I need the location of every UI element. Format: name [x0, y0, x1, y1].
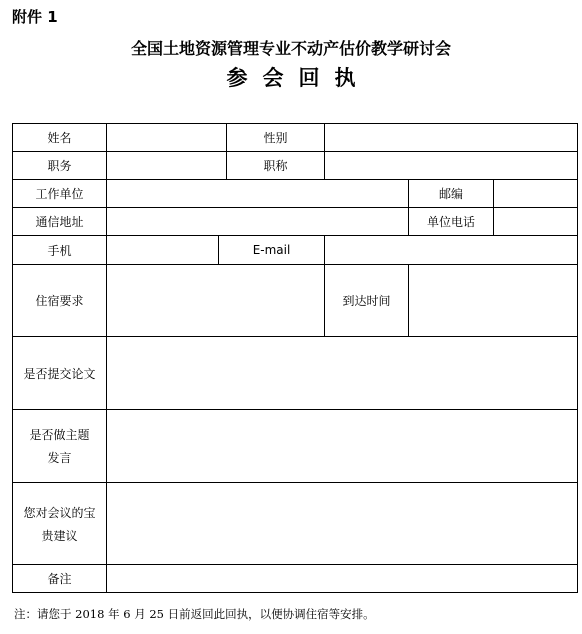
position-field[interactable] [107, 152, 227, 180]
row-accommodation [13, 265, 578, 337]
suggestion-label [13, 483, 107, 565]
workplace-label: 工作单位 [13, 180, 107, 208]
job-title-label: 职称 [227, 152, 325, 180]
keynote-label [13, 410, 107, 483]
suggestion-label-line2: 贵建议 [41, 528, 78, 543]
arrival-time-field[interactable] [409, 265, 578, 337]
row-address [13, 208, 578, 236]
attachment-label: 附件 1 [12, 8, 58, 26]
keynote-field[interactable] [107, 410, 578, 483]
accommodation-field[interactable] [107, 265, 325, 337]
remarks-label: 备注 [13, 565, 107, 593]
job-title-field[interactable] [325, 152, 578, 180]
gender-field[interactable] [325, 124, 578, 152]
form-subtitle: 参会回执 [226, 65, 371, 90]
address-field[interactable] [107, 208, 409, 236]
row-submit-paper [13, 337, 578, 410]
row-keynote [13, 410, 578, 483]
name-label: 姓名 [13, 124, 107, 152]
accommodation-label: 住宿要求 [13, 265, 107, 337]
arrival-time-label: 到达时间 [325, 265, 409, 337]
work-phone-label: 单位电话 [409, 208, 494, 236]
work-phone-field[interactable] [494, 208, 578, 236]
address-label: 通信地址 [13, 208, 107, 236]
keynote-label-line1: 是否做主题 [29, 428, 90, 442]
row-suggestion [13, 483, 578, 565]
name-field[interactable] [107, 124, 227, 152]
registration-form-table [12, 123, 578, 593]
footnote: 注：请您于 2018 年 6 月 25 日前返回此回执，以便协调住宿等安排。 [14, 607, 375, 621]
row-remarks [13, 565, 578, 593]
keynote-label-line2: 发言 [47, 451, 72, 465]
page-title: 全国土地资源管理专业不动产估价教学研讨会 [130, 39, 451, 58]
row-position [13, 152, 578, 180]
gender-label: 性别 [227, 124, 325, 152]
email-field[interactable] [325, 236, 578, 265]
workplace-field[interactable] [107, 180, 409, 208]
mobile-label: 手机 [13, 236, 107, 265]
submit-paper-label: 是否提交论文 [13, 337, 107, 410]
mobile-field[interactable] [107, 236, 219, 265]
postcode-label: 邮编 [409, 180, 494, 208]
postcode-field[interactable] [494, 180, 578, 208]
position-label: 职务 [13, 152, 107, 180]
row-workplace [13, 180, 578, 208]
email-label: E-mail [219, 236, 325, 265]
suggestion-label-line1: 您对会议的宝 [23, 505, 96, 520]
row-contact [13, 236, 578, 265]
row-name [13, 124, 578, 152]
suggestion-field[interactable] [107, 483, 578, 565]
remarks-field[interactable] [107, 565, 578, 593]
submit-paper-field[interactable] [107, 337, 578, 410]
